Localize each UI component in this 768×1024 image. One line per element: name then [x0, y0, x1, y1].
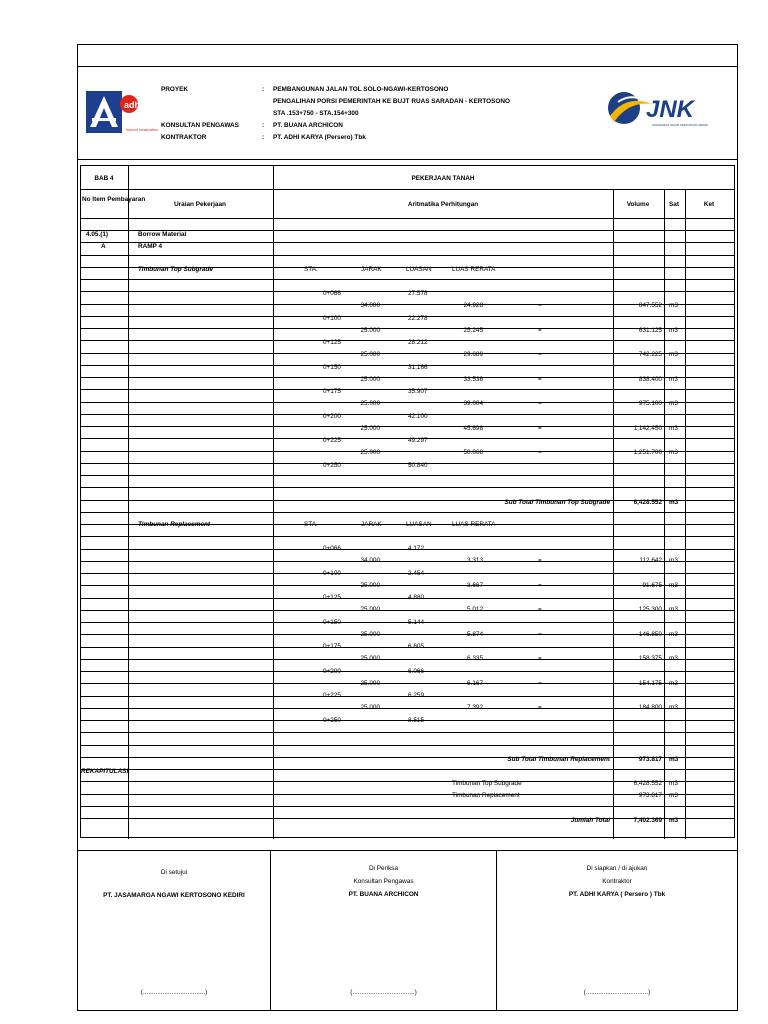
interval-jarak: 25.000 — [360, 326, 380, 334]
interval-volume: 125.300 — [638, 606, 662, 613]
sub-number: A — [101, 243, 106, 250]
interval-unit: m3 — [669, 704, 678, 711]
label-kontraktor: KONTRAKTOR — [161, 134, 207, 141]
col-aritmatika: Aritmatika Perhitungan — [407, 201, 479, 208]
table-col-divider — [685, 189, 686, 839]
interval-volume: 975.100 — [638, 400, 662, 407]
equals-sign: = — [538, 704, 542, 711]
interval-rerata: 3.313 — [467, 557, 483, 564]
interval-volume: 631.125 — [638, 326, 662, 334]
sig3-company: PT. ADHI KARYA ( Persero ) Tbk — [568, 891, 666, 898]
interval-jarak: 25.000 — [360, 375, 380, 383]
interval-volume: 112.642 — [639, 557, 662, 564]
item-number: 4.05.(1) — [86, 231, 109, 238]
interval-rerata: 33.536 — [463, 375, 483, 383]
signature-divider-1 — [270, 850, 271, 1011]
equals-sign: = — [538, 606, 542, 613]
station-sta: 0+200 — [323, 412, 341, 420]
table-row-rule — [81, 536, 734, 537]
interval-rerata: 3.667 — [467, 581, 483, 589]
kontraktor-value: PT. ADHI KARYA (Persero) Tbk — [273, 134, 366, 141]
interval-unit: m3 — [669, 581, 678, 589]
equals-sign: = — [538, 655, 542, 662]
station-luasan: 5.144 — [408, 618, 424, 626]
calc-header: LUAS RERATA — [452, 266, 496, 273]
interval-unit: m3 — [669, 557, 678, 564]
equals-sign: = — [538, 679, 542, 687]
colon-konsultan: : — [262, 122, 265, 129]
interval-volume: 146.850 — [638, 630, 662, 638]
station-sta: 0+200 — [323, 667, 341, 675]
station-sta: 0+125 — [323, 339, 341, 346]
sig2-line1: Di Periksa — [368, 865, 399, 872]
col-volume: Volume — [626, 201, 650, 208]
interval-rerata: 29.689 — [463, 351, 483, 358]
interval-volume: 158.375 — [638, 655, 662, 662]
interval-jarak: 34.000 — [360, 557, 380, 564]
station-luasan: 6.605 — [408, 643, 424, 650]
rekap-total-unit: m3 — [669, 817, 679, 824]
interval-jarak: 25.000 — [360, 581, 380, 589]
interval-jarak: 25.000 — [360, 606, 380, 613]
table-row-rule — [81, 732, 734, 733]
station-luasan: 28.212 — [408, 339, 428, 346]
equals-sign: = — [538, 424, 542, 432]
sig1-line1: Di setujui — [160, 869, 188, 876]
interval-unit: m3 — [669, 606, 678, 613]
interval-jarak: 25.000 — [360, 679, 380, 687]
sub-name: RAMP 4 — [138, 243, 163, 250]
section-title: Timbunan Top Subgrade — [138, 266, 213, 273]
col-uraian: Uraian Pekerjaan — [174, 201, 226, 208]
interval-rerata: 50.068 — [463, 449, 483, 456]
station-sta: 0+150 — [323, 618, 341, 626]
equals-sign: = — [538, 581, 542, 589]
station-luasan: 35.907 — [408, 388, 428, 395]
rekap-title: REKAPITULASI — [81, 768, 129, 775]
header-bottom-rule — [77, 159, 738, 160]
equals-sign: = — [538, 400, 542, 407]
sig3-blank: (...................................) — [583, 989, 651, 996]
station-sta: 0+225 — [323, 437, 341, 444]
rekap-total-value: 7,402.369 — [633, 817, 662, 824]
interval-volume: 91.675 — [642, 581, 662, 589]
sig2-company: PT. BUANA ARCHICON — [348, 891, 419, 898]
interval-unit: m3 — [669, 302, 678, 309]
interval-unit: m3 — [669, 630, 678, 638]
subtotal-label: Sub Total Timbunan Top Subgrade — [504, 499, 610, 506]
interval-volume: 742.225 — [638, 351, 662, 358]
equals-sign: = — [538, 302, 542, 309]
equals-sign: = — [538, 557, 542, 564]
proyek-line-3: STA .153+750 - STA.154+300 — [273, 110, 359, 117]
station-luasan: 27.578 — [408, 290, 428, 297]
sig2-blank: (...................................) — [350, 989, 417, 996]
subtotal-unit: m3 — [669, 499, 679, 506]
station-sta: 0+250 — [323, 461, 341, 469]
table-header-rule — [81, 189, 734, 190]
adhi-tagline: beyond construction — [126, 128, 159, 132]
interval-jarak: 25.000 — [360, 449, 380, 456]
bab-title: PEKERJAAN TANAH — [411, 175, 475, 182]
equals-sign: = — [538, 449, 542, 456]
station-luasan: 49.297 — [408, 437, 428, 444]
rekap-item-unit: m3 — [669, 780, 678, 787]
station-sta: 0+100 — [323, 569, 341, 577]
interval-volume: 1,142.450 — [633, 424, 662, 432]
station-luasan: 8.515 — [408, 716, 424, 724]
interval-jarak: 25.000 — [360, 630, 380, 638]
proyek-line-2: PENGALIHAN PORSI PEMERINTAH KE BUJT RUAS SARADAN - KERTOSONO — [273, 98, 510, 105]
station-sta: 0+100 — [323, 314, 341, 322]
interval-rerata: 45.698 — [463, 424, 483, 432]
equals-sign: = — [538, 326, 542, 334]
section-title: Timbunan Replacement — [138, 521, 210, 528]
subtotal-label: Sub Total Timbunan Replacement — [507, 756, 610, 763]
interval-unit: m3 — [669, 449, 678, 456]
equals-sign: = — [538, 375, 542, 383]
interval-jarak: 34.000 — [360, 302, 380, 309]
interval-rerata: 39.004 — [463, 400, 483, 407]
table-col-divider — [664, 189, 665, 839]
col-sat: Sat — [669, 201, 679, 208]
interval-volume: 838.400 — [638, 375, 662, 383]
rekap-item-label: Timbunan Replacement — [452, 792, 520, 799]
col-no-item: No Item Pembayaran — [82, 196, 146, 203]
calc-header: STA. — [304, 521, 318, 528]
jnk-swoosh-logo — [606, 86, 718, 136]
station-luasan: 31.166 — [408, 363, 428, 371]
table-row-rule — [81, 255, 734, 256]
station-sta: 0+066 — [323, 290, 341, 297]
table-row-rule — [81, 745, 734, 746]
interval-unit: m3 — [669, 326, 678, 334]
sig1-company: PT. JASAMARGA NGAWI KERTOSONO KEDIRI — [103, 892, 245, 899]
calc-header: LUASAN — [406, 521, 432, 528]
rekap-total-label: Jumlah Total — [570, 817, 610, 824]
subtotal-value: 6,428.552 — [633, 499, 662, 506]
interval-rerata: 6.167 — [467, 679, 483, 687]
bab-label: BAB 4 — [94, 175, 114, 182]
station-sta: 0+066 — [323, 545, 341, 552]
station-sta: 0+175 — [323, 643, 341, 650]
table-row-rule — [81, 242, 734, 243]
calc-header: JARAK — [361, 521, 382, 528]
sig1-blank: (...................................) — [140, 989, 208, 996]
interval-rerata: 5.874 — [467, 630, 483, 638]
col-ket: Ket — [703, 201, 715, 208]
rekap-item-label: Timbunan Top Subgrade — [452, 780, 522, 787]
station-luasan: 42.100 — [408, 412, 428, 420]
calc-header: JARAK — [361, 266, 382, 273]
interval-volume: 1,251.700 — [633, 449, 662, 456]
item-name: Borrow Material — [138, 231, 187, 238]
interval-rerata: 7.392 — [467, 704, 483, 711]
interval-rerata: 6.335 — [467, 655, 483, 662]
equals-sign: = — [538, 630, 542, 638]
table-row-rule — [81, 279, 734, 280]
table-row-rule — [81, 769, 734, 770]
adhi-wordmark: adhi — [124, 100, 143, 110]
sig3-line2: Kontraktor — [602, 878, 632, 885]
station-sta: 0+250 — [323, 716, 341, 724]
table-row-rule — [81, 475, 734, 476]
station-luasan: 4.880 — [408, 594, 424, 601]
interval-unit: m3 — [669, 424, 678, 432]
station-luasan: 4.172 — [408, 545, 424, 552]
station-sta: 0+150 — [323, 363, 341, 371]
konsultan-value: PT. BUANA ARCHICON — [273, 122, 343, 129]
interval-unit: m3 — [669, 400, 678, 407]
interval-volume: 154.175 — [638, 679, 662, 687]
interval-rerata: 25.245 — [463, 326, 483, 334]
interval-unit: m3 — [669, 679, 678, 687]
jnk-logo — [606, 86, 718, 136]
colon-proyek: : — [262, 86, 265, 93]
table-col-divider — [128, 166, 129, 839]
proyek-line-1: PEMBANGUNAN JALAN TOL SOLO-NGAWI-KERTOSONO — [273, 86, 449, 93]
label-konsultan: KONSULTAN PENGAWAS — [161, 122, 239, 129]
calc-header: LUASAN — [406, 266, 432, 273]
station-luasan: 6.259 — [408, 692, 424, 699]
table-row-rule — [81, 487, 734, 488]
station-luasan: 22.278 — [408, 314, 428, 322]
header-top-rule — [77, 66, 738, 67]
jnk-tagline: JASAMARGA NGAWI KERTOSONO KEDIRI — [652, 123, 708, 127]
equals-sign: = — [538, 351, 542, 358]
sig2-line2: Konsultan Pengawas — [353, 878, 414, 885]
station-sta: 0+225 — [323, 692, 341, 699]
subtotal-unit: m3 — [669, 756, 679, 763]
interval-jarak: 25.000 — [360, 351, 380, 358]
station-luasan: 2.454 — [408, 569, 424, 577]
interval-volume: 184.800 — [638, 704, 662, 711]
subtotal-value: 973.817 — [638, 756, 662, 763]
station-sta: 0+175 — [323, 388, 341, 395]
interval-unit: m3 — [669, 655, 678, 662]
table-row-rule — [81, 806, 734, 807]
interval-volume: 847.552 — [638, 302, 662, 309]
table-row-rule — [81, 512, 734, 513]
station-luasan: 50.840 — [408, 461, 428, 469]
colon-kontraktor: : — [262, 134, 265, 141]
label-proyek: PROYEK — [161, 86, 188, 93]
station-luasan: 6.066 — [408, 667, 424, 675]
interval-rerata: 24.928 — [463, 302, 483, 309]
interval-unit: m3 — [669, 351, 678, 358]
table-header-rule — [81, 218, 734, 219]
svg-text:JNK: JNK — [646, 96, 695, 123]
table-col-divider — [613, 189, 614, 839]
rekap-item-unit: m3 — [669, 792, 678, 799]
rekap-item-value: 973.817 — [638, 792, 662, 799]
calc-header: STA. — [304, 266, 318, 273]
interval-unit: m3 — [669, 375, 678, 383]
station-sta: 0+125 — [323, 594, 341, 601]
sig3-line1: Di siapkan / di ajukan — [586, 865, 648, 872]
calc-header: LUAS RERATA — [452, 521, 496, 528]
interval-jarak: 25.000 — [360, 424, 380, 432]
signature-top-rule — [77, 850, 738, 851]
interval-rerata: 5.012 — [467, 606, 483, 613]
interval-jarak: 25.000 — [360, 655, 380, 662]
rekap-item-value: 6,428.552 — [633, 780, 662, 787]
interval-jarak: 25.000 — [360, 704, 380, 711]
interval-jarak: 25.000 — [360, 400, 380, 407]
signature-divider-2 — [496, 850, 497, 1011]
